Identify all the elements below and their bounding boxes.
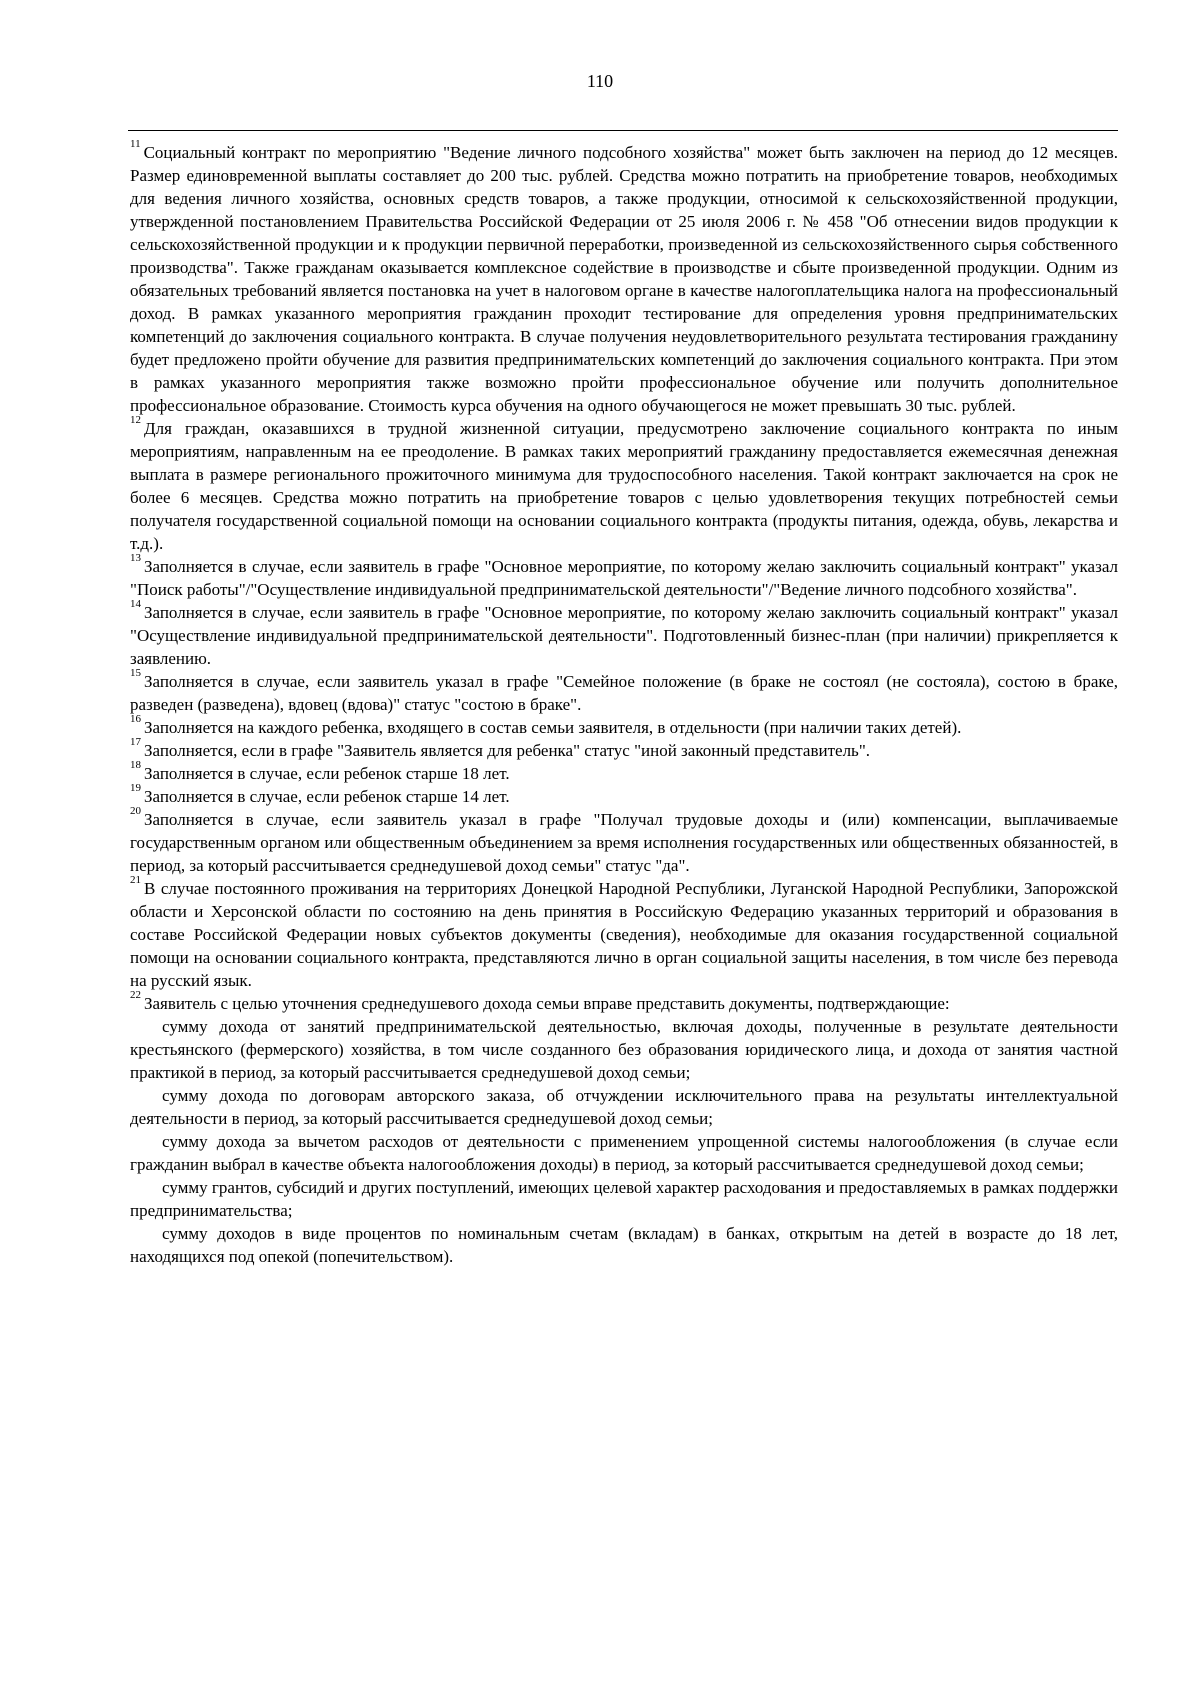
footnote-22-item: сумму грантов, субсидий и других поступлений, имеющих целевой характер расходования и предоставляемых в рамках поддержки предпринимательства; (130, 1178, 1118, 1220)
footnote-18 (130, 759, 1118, 785)
footnote-text: Заполняется на каждого ребенка, входящего в состав семьи заявителя, в отдельности (при наличии таких детей). (144, 718, 962, 737)
footnote-marker: 17 (130, 736, 141, 748)
footnote-22 (130, 989, 1118, 1015)
footnote-marker: 13 (130, 552, 141, 564)
footnote-19 (130, 782, 1118, 808)
footnote-text: Заполняется, если в графе "Заявитель является для ребенка" статус "иной законный представитель". (144, 741, 871, 760)
footnote-marker: 12 (130, 414, 141, 426)
footnote-22-item: сумму дохода по договорам авторского заказа, об отчуждении исключительного права на результаты интеллектуальной деятельности в период, за который рассчитывается среднедушевой доход семьи; (130, 1086, 1118, 1128)
footnote-13 (130, 552, 1118, 601)
footnote-22-item: сумму дохода от занятий предпринимательской деятельностью, включая доходы, полученные в результате деятельности крестьянского (фермерского) хозяйства, в том числе созданного без образования юридического лица, и дохода от занятия частной практикой в период, за который рассчитывается среднедушевой доход семьи; (130, 1017, 1118, 1082)
footnote-marker: 21 (130, 874, 141, 886)
footnote-text: Заполняется в случае, если ребенок старше 14 лет. (144, 787, 510, 806)
footnote-15 (130, 667, 1118, 716)
footnote-text: Заполняется в случае, если заявитель в графе "Основное мероприятие, по которому желаю заключить социальный контракт" указал "Поиск работы"/"Осуществление индивидуальной предпринимательской деятельности"/"Ведение личного подсобного хозяйства". (130, 557, 1118, 599)
footnote-11 (130, 138, 1118, 417)
footnote-text: В случае постоянного проживания на территориях Донецкой Народной Республики, Луганской Народной Республики, Запорожской области и Херсонской области по состоянию на день принятия в Российскую Федерацию указанных территорий и образования в составе Российской Федерации новых субъектов документы (сведения), необходимые для оказания государственной социальной помощи на основании социального контракта, представляются лично в орган социальной защиты населения, в том числе без перевода на русский язык. (130, 879, 1118, 990)
footnote-text: Социальный контракт по мероприятию "Ведение личного подсобного хозяйства" может быть заключен на период до 12 месяцев. Размер единовременной выплаты составляет до 200 тыс. рублей. Средства можно потратить на приобретение товаров, необходимых для ведения личного хозяйства, основных средств товаров, а также продукции, относимой к сельскохозяйственной продукции, утвержденной постановлением Правительства Российской Федерации от 25 июля 2006 г. № 458 "Об отнесении видов продукции к сельскохозяйственной продукции и к продукции первичной переработки, произведенной из сельскохозяйственного сырья собственного производства". Также гражданам оказывается комплексное содействие в производстве и сбыте произведенной продукции. Одним из обязательных требований является постановка на учет в налоговом органе в качестве налогоплательщика налога на профессиональный доход. В рамках указанного мероприятия гражданин проходит тестирование для определения уровня предпринимательских компетенций до заключения социального контракта. В случае получения неудовлетворительного результата тестирования гражданину будет предложено пройти обучение для развития предпринимательских компетенций до заключения социального контракта. При этом в рамках указанного мероприятия также возможно пройти профессиональное обучение или получить дополнительное профессиональное образование. Стоимость курса обучения на одного обучающегося не может превышать 30 тыс. рублей. (130, 143, 1118, 415)
footnote-20 (130, 805, 1118, 877)
footnote-16 (130, 713, 1118, 739)
footnote-marker: 20 (130, 805, 141, 817)
footnote-17 (130, 736, 1118, 762)
footnote-text: Заполняется в случае, если заявитель указал в графе "Семейное положение (в браке не состоял (не состояла), состою в браке, разведен (разведена), вдовец (вдова)" статус "состою в браке". (130, 672, 1118, 714)
page-number: 110 (586, 71, 614, 91)
footnote-marker: 16 (130, 713, 141, 725)
footnote-marker: 11 (130, 138, 141, 150)
footnote-text: Заявитель с целью уточнения среднедушевого дохода семьи вправе представить документы, подтверждающие: (144, 994, 950, 1013)
footnote-marker: 18 (130, 759, 141, 771)
footnote-21 (130, 874, 1118, 992)
footnote-text: Заполняется в случае, если заявитель в графе "Основное мероприятие, по которому желаю заключить социальный контракт" указал "Осуществление индивидуальной предпринимательской деятельности". Подготовленный бизнес-план (при наличии) прикрепляется к заявлению. (130, 603, 1118, 668)
footnote-separator (128, 130, 1118, 131)
footnotes-section (130, 138, 1118, 1268)
footnote-text: Для граждан, оказавшихся в трудной жизненной ситуации, предусмотрено заключение социального контракта по иным мероприятиям, направленным на ее преодоление. В рамках таких мероприятий гражданину предоставляется ежемесячная денежная выплата в размере регионального прожиточного минимума для трудоспособного населения. Такой контракт заключается на срок не более 6 месяцев. Средства можно потратить на приобретение товаров с целью удовлетворения текущих потребностей семьи получателя государственной социальной помощи на основании социального контракта (продукты питания, одежда, обувь, лекарства и т.д.). (130, 419, 1118, 553)
footnote-22-item: сумму дохода за вычетом расходов от деятельности с применением упрощенной системы налогообложения (в случае если гражданин выбрал в качестве объекта налогообложения доходы) в период, за который рассчитывается среднедушевой доход семьи; (130, 1132, 1118, 1174)
footnote-marker: 14 (130, 598, 141, 610)
footnote-marker: 22 (130, 989, 141, 1001)
footnote-14 (130, 598, 1118, 670)
footnote-12 (130, 414, 1118, 555)
footnote-text: Заполняется в случае, если заявитель указал в графе "Получал трудовые доходы и (или) компенсации, выплачиваемые государственным органом или общественным объединением за время исполнения государственных или общественных обязанностей, в период, за который рассчитывается среднедушевой доход семьи" статус "да". (130, 810, 1118, 875)
footnote-marker: 15 (130, 667, 141, 679)
footnote-22-item: сумму доходов в виде процентов по номинальным счетам (вкладам) в банках, открытым на детей в возрасте до 18 лет, находящихся под опекой (попечительством). (130, 1224, 1118, 1266)
footnote-text: Заполняется в случае, если ребенок старше 18 лет. (144, 764, 510, 783)
footnote-marker: 19 (130, 782, 141, 794)
